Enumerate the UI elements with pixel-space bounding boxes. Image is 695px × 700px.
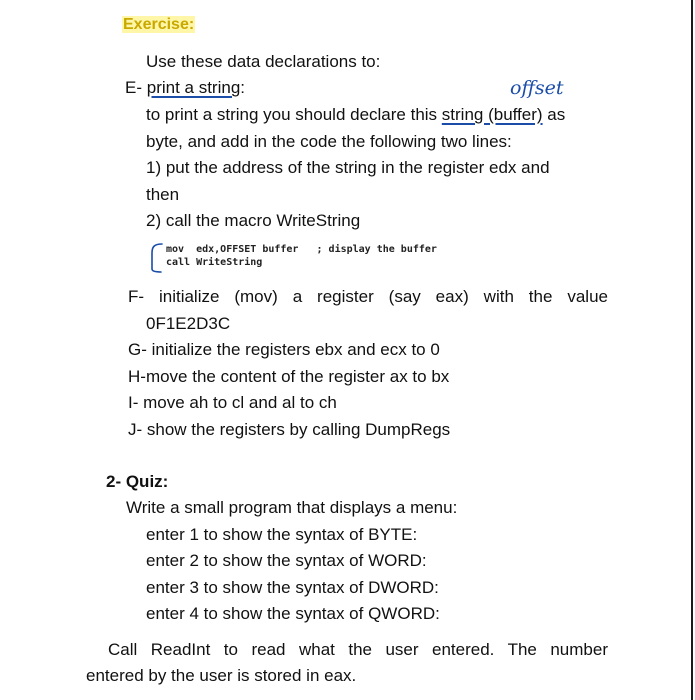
code-line-call: call WriteString xyxy=(166,257,263,268)
item-e-heading: E- print a string: xyxy=(125,78,246,97)
quiz-heading: 2- Quiz: xyxy=(106,472,169,491)
handwritten-bracket xyxy=(146,241,166,275)
quiz-intro: Write a small program that displays a menu: xyxy=(126,498,458,517)
item-h: H-move the content of the register ax to bx xyxy=(128,367,450,386)
quiz-option-3: enter 3 to show the syntax of DWORD: xyxy=(146,578,439,597)
item-e-step1: 1) put the address of the string in the register edx and xyxy=(146,158,550,177)
item-j: J- show the registers by calling DumpRegs xyxy=(128,420,451,439)
handwritten-annotation xyxy=(508,72,570,102)
quiz-closing-line1: Call ReadInt to read what the user entered. The number xyxy=(108,640,608,659)
code-line-mov: mov edx,OFFSET buffer ; display the buffer xyxy=(166,244,437,255)
item-e-step2: 2) call the macro WriteString xyxy=(146,211,361,230)
item-e-line1: to print a string you should declare this string (buffer) as xyxy=(146,105,566,124)
quiz-option-4: enter 4 to show the syntax of QWORD: xyxy=(146,604,440,623)
quiz-option-2: enter 2 to show the syntax of WORD: xyxy=(146,551,427,570)
item-i: I- move ah to cl and al to ch xyxy=(128,393,337,412)
item-f-value: 0F1E2D3C xyxy=(146,314,231,333)
quiz-option-1: enter 1 to show the syntax of BYTE: xyxy=(146,525,418,544)
item-g: G- initialize the registers ebx and ecx to 0 xyxy=(128,340,440,359)
item-e-line2: byte, and add in the code the following two lines: xyxy=(146,132,512,151)
handwritten-text: offset xyxy=(510,77,564,99)
quiz-closing-line2: entered by the user is stored in eax. xyxy=(86,666,357,685)
item-f-line1: F- initialize (mov) a register (say eax) with the value xyxy=(128,287,608,306)
item-e-step1-cont: then xyxy=(146,185,180,204)
exercise-intro: Use these data declarations to: xyxy=(146,52,381,71)
exercise-heading: Exercise: xyxy=(123,16,195,33)
